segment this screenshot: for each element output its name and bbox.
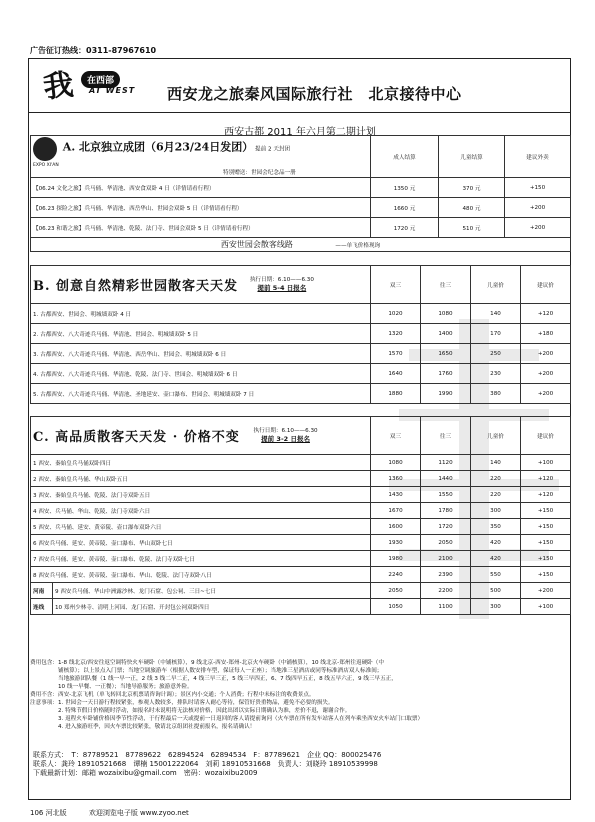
expo-logo-icon bbox=[33, 137, 57, 161]
brand-link[interactable]: 欢迎浏览电子版 www.zyoo.net bbox=[88, 809, 189, 817]
table-row bbox=[31, 198, 571, 218]
note-line: 当地旅游团队餐（1 线一早一正，2 线 3 线二早二正，4 线三早三正，5 线三早四正，6、7 线四早五正，8 线五早六正，9 线三早五正， bbox=[30, 676, 397, 682]
section-a-table bbox=[30, 135, 571, 252]
price-d: +120 bbox=[521, 304, 571, 324]
section-a-title: A. 北京独立成团（6月23/24日发团） bbox=[62, 140, 254, 154]
price-b: 1990 bbox=[421, 384, 471, 404]
note-line: 4. 进入旅游旺季，因火车票比较紧张，敬请北京组团社提前报名，报名请确认！ bbox=[30, 724, 256, 730]
section-c-table bbox=[30, 416, 571, 615]
table-row bbox=[31, 218, 571, 238]
price-b: 1080 bbox=[421, 304, 471, 324]
price-a: 1600 bbox=[371, 519, 421, 535]
contact-phones: 联系方式： T：87789521 87789622 62894524 62894534 F：87789621 企业 QQ：800025476 bbox=[33, 751, 382, 759]
route-name: 【06.23 和谐之旅】兵马俑、华清池、乾陵、法门寺、世园会双卧 5 日（详情请看行程） bbox=[31, 218, 371, 238]
section-c-heading bbox=[31, 417, 371, 455]
table-row bbox=[31, 384, 571, 404]
price-c: 420 bbox=[471, 551, 521, 567]
price-a: 1670 bbox=[371, 503, 421, 519]
contact-info bbox=[33, 751, 569, 778]
price-b: 2200 bbox=[421, 583, 471, 599]
price-c: 420 bbox=[471, 535, 521, 551]
col-suggest: 建议价 bbox=[521, 417, 571, 455]
price-c: 220 bbox=[471, 471, 521, 487]
logo-char: 我 bbox=[41, 67, 76, 106]
route-name: 6 西安兵马俑、延安、黄帝陵、壶口瀑布、华山双卧七日 bbox=[31, 535, 371, 551]
price-adult: 1350 元 bbox=[371, 178, 439, 198]
price-c: 250 bbox=[471, 344, 521, 364]
price-d: +120 bbox=[521, 487, 571, 503]
price-suggest: +200 bbox=[505, 218, 571, 238]
route-title: 西安世园会散客线路 bbox=[220, 240, 293, 249]
price-c: 380 bbox=[471, 384, 521, 404]
price-d: +150 bbox=[521, 535, 571, 551]
col-child: 儿童结算 bbox=[439, 136, 505, 178]
table-row bbox=[31, 487, 571, 503]
table-row bbox=[31, 519, 571, 535]
price-b: 1780 bbox=[421, 503, 471, 519]
price-c: 140 bbox=[471, 455, 521, 471]
price-d: +200 bbox=[521, 384, 571, 404]
col-round: 往三 bbox=[421, 417, 471, 455]
table-row bbox=[31, 567, 571, 583]
col-child: 儿童价 bbox=[471, 266, 521, 304]
route-name: 8 西安兵马俑、延安、黄帝陵、壶口瀑布、华山、乾陵、法门寺双卧八日 bbox=[31, 567, 371, 583]
price-c: 140 bbox=[471, 304, 521, 324]
route-name: 10 郑州少林寺、清明上河园、龙门石窟、开封包公祠双卧四日 bbox=[53, 599, 371, 615]
price-b: 2390 bbox=[421, 567, 471, 583]
route-note: ——单飞价格现询 bbox=[335, 243, 381, 249]
note-line: 费用包含：1-8 线北京/西安往返空调特快火车硬卧（中铺核算），9 线北京-西安-郑州-北京火车硬卧（中铺核算），10 线北京-郑州往返硬卧（中 bbox=[30, 660, 384, 666]
route-name: 5. 古都西安、八大奇迹兵马俑、华清池、圣地延安、壶口瀑布、世园会、明城墙双卧 7 日 bbox=[31, 384, 371, 404]
price-d: +200 bbox=[521, 344, 571, 364]
price-b: 1550 bbox=[421, 487, 471, 503]
note-line: 注意事项：1. 世园会一天日游行程较紧张，参观人数较多，排队时请客人耐心等待，保管好贵重物品，避免不必要的损失。 bbox=[30, 700, 334, 706]
price-a: 1880 bbox=[371, 384, 421, 404]
price-suggest: +200 bbox=[505, 198, 571, 218]
price-a: 1570 bbox=[371, 344, 421, 364]
table-row bbox=[31, 471, 571, 487]
section-c-advance: 提前 3-2 日报名 bbox=[261, 435, 310, 443]
table-row bbox=[31, 551, 571, 567]
price-a: 1360 bbox=[371, 471, 421, 487]
price-adult: 1720 元 bbox=[371, 218, 439, 238]
price-b: 1440 bbox=[421, 471, 471, 487]
price-b: 1100 bbox=[421, 599, 471, 615]
section-a-special: 特别赠送：世园会纪念品一册 bbox=[223, 170, 296, 176]
col-child: 儿童价 bbox=[471, 417, 521, 455]
price-child: 510 元 bbox=[439, 218, 505, 238]
logo-pill: 在西部 bbox=[81, 71, 120, 88]
ad-hotline: 广告征订热线：0311-87967610 bbox=[30, 46, 157, 55]
price-child: 480 元 bbox=[439, 198, 505, 218]
route-name: 2 西安、秦始皇兵马俑、华山双卧五日 bbox=[31, 471, 371, 487]
fee-notes bbox=[30, 659, 570, 731]
route-name: 【06.24 文化之旅】兵马俑、华清池、西安食双卧 4 日（详情请看行程） bbox=[31, 178, 371, 198]
section-b-title: B. 创意自然精彩世园散客天天发 bbox=[33, 279, 239, 294]
table-row bbox=[31, 599, 571, 615]
page-number: 106 河北版 bbox=[30, 809, 67, 817]
note-line: 3. 返程火车卧铺价格因季节性浮动，于行程最后一天或提前一日返回的客人请提前询问（火车票在所有发车站客人在列车乘坐西安火车站门口取票） bbox=[30, 716, 424, 722]
price-d: +200 bbox=[521, 583, 571, 599]
table-row bbox=[31, 344, 571, 364]
combo-label: 连线 bbox=[31, 599, 53, 615]
price-a: 1640 bbox=[371, 364, 421, 384]
note-line: 费用不含：西安-北京飞机（单飞转回北京机票请咨询计调）；景区内小交通；个人消费；行程中未标注的收费景点。 bbox=[30, 692, 315, 698]
price-c: 550 bbox=[471, 567, 521, 583]
section-b-heading bbox=[31, 266, 371, 304]
price-adult: 1660 元 bbox=[371, 198, 439, 218]
price-c: 220 bbox=[471, 487, 521, 503]
price-d: +150 bbox=[521, 519, 571, 535]
combo-label: 河南 bbox=[31, 583, 53, 599]
price-c: 350 bbox=[471, 519, 521, 535]
contact-people: 联系人：龚玲 18910521668 谭楠 15001222064 刘莉 18910531668 负责人：刘晓玲 18910539998 bbox=[33, 760, 378, 768]
logo-sub: AT WEST bbox=[89, 86, 136, 95]
price-a: 1930 bbox=[371, 535, 421, 551]
price-d: +150 bbox=[521, 567, 571, 583]
page-frame bbox=[28, 58, 571, 800]
price-a: 1020 bbox=[371, 304, 421, 324]
route-name: 5 西安、兵马俑、延安、黄帝陵、壶口瀑布双卧六日 bbox=[31, 519, 371, 535]
price-c: 230 bbox=[471, 364, 521, 384]
col-suggest: 建议外卖 bbox=[505, 136, 571, 178]
price-d: +120 bbox=[521, 471, 571, 487]
price-b: 1720 bbox=[421, 519, 471, 535]
price-c: 300 bbox=[471, 599, 521, 615]
price-a: 1050 bbox=[371, 599, 421, 615]
section-a-heading bbox=[31, 136, 371, 178]
col-suggest: 建议价 bbox=[521, 266, 571, 304]
section-b-advance: 提前 5-4 日报名 bbox=[257, 284, 307, 292]
price-a: 1080 bbox=[371, 455, 421, 471]
price-a: 2240 bbox=[371, 567, 421, 583]
col-round: 往三 bbox=[421, 266, 471, 304]
price-b: 1650 bbox=[421, 344, 471, 364]
route-name: 3 西安、秦始皇兵马俑、乾陵、法门寺双卧五日 bbox=[31, 487, 371, 503]
note-line: 铺核算）；以上景点入门票；当地空调旅游车（根据人数安排车型，保证每人一正座）；当地准三星酒店或同等标准酒店双人标准间； bbox=[30, 668, 383, 674]
price-a: 2050 bbox=[371, 583, 421, 599]
price-d: +180 bbox=[521, 324, 571, 344]
route-name: 1 西安、秦始皇兵马俑双卧四日 bbox=[31, 455, 371, 471]
table-row bbox=[31, 583, 571, 599]
table-row bbox=[31, 535, 571, 551]
route-name: 9 西安兵马俑、华山中洲露沙林、龙门石窟、包公祠、三日~七日 bbox=[53, 583, 371, 599]
price-a: 1320 bbox=[371, 324, 421, 344]
route-name: 【06.23 探险之旅】兵马俑、华清池、西岳华山、世园会双卧 5 日（详情请看行程） bbox=[31, 198, 371, 218]
price-c: 170 bbox=[471, 324, 521, 344]
price-b: 2050 bbox=[421, 535, 471, 551]
table-row bbox=[31, 304, 571, 324]
banner bbox=[29, 59, 570, 113]
table-row bbox=[31, 324, 571, 344]
price-d: +150 bbox=[521, 503, 571, 519]
price-a: 1980 bbox=[371, 551, 421, 567]
price-child: 370 元 bbox=[439, 178, 505, 198]
note-line: 10 线一早餐、一正餐）；当地导游服务；旅游意外险。 bbox=[30, 684, 193, 690]
price-c: 500 bbox=[471, 583, 521, 599]
section-c-title: C. 高品质散客天天发 · 价格不变 bbox=[33, 430, 240, 445]
col-double: 双三 bbox=[371, 417, 421, 455]
price-c: 300 bbox=[471, 503, 521, 519]
route-subtitle bbox=[31, 238, 571, 252]
route-name: 4. 古都西安、八大奇迹兵马俑、华清池、乾陵、法门寺、世园会、明城墙双卧 6 日 bbox=[31, 364, 371, 384]
col-double: 双三 bbox=[371, 266, 421, 304]
price-suggest: +150 bbox=[505, 178, 571, 198]
route-name: 4 西安、兵马俑、华山、乾陵、法门寺双卧六日 bbox=[31, 503, 371, 519]
section-c-period: 执行日期：6.10——6.30 bbox=[253, 428, 318, 434]
route-name: 2. 古都西安、八大奇迹兵马俑、华清池、世园会、明城墙双卧 5 日 bbox=[31, 324, 371, 344]
section-b-period: 执行日期：6.10——6.30 bbox=[249, 277, 314, 283]
table-row bbox=[31, 178, 571, 198]
company-name: 西安龙之旅秦风国际旅行社 北京接待中心 bbox=[167, 85, 462, 103]
price-b: 1120 bbox=[421, 455, 471, 471]
section-a-advance: 提前 2 天封团 bbox=[255, 146, 291, 153]
contact-download: 下载最新计划：邮箱 wozaixibu@gmail.com 密码：wozaixibu2009 bbox=[33, 769, 258, 777]
price-d: +200 bbox=[521, 364, 571, 384]
price-b: 1400 bbox=[421, 324, 471, 344]
price-b: 2100 bbox=[421, 551, 471, 567]
note-line: 2. 特殊节假日价格随时浮动，如报名时未说明将无法核对价格，因此出团以实际日期确认为准，差价不退，谢谢合作。 bbox=[30, 708, 351, 714]
expo-label: EXPO XI'AN bbox=[33, 163, 59, 168]
col-adult: 成人结算 bbox=[371, 136, 439, 178]
price-d: +100 bbox=[521, 599, 571, 615]
route-name: 3. 古都西安、八大奇迹兵马俑、华清池、西岳华山、世园会、明城墙双卧 6 日 bbox=[31, 344, 371, 364]
page-footer bbox=[30, 808, 209, 818]
price-a: 1430 bbox=[371, 487, 421, 503]
section-b-table bbox=[30, 265, 571, 404]
route-name: 7 西安兵马俑、延安、黄帝陵、壶口瀑布、乾陵、法门寺双卧七日 bbox=[31, 551, 371, 567]
price-b: 1760 bbox=[421, 364, 471, 384]
price-d: +100 bbox=[521, 455, 571, 471]
price-d: +150 bbox=[521, 551, 571, 567]
table-row bbox=[31, 503, 571, 519]
route-name: 1. 古都西安、世园会、明城墙双卧 4 日 bbox=[31, 304, 371, 324]
plan-title: 西安古都 2011 年六月第二期计划 bbox=[224, 127, 376, 138]
table-row bbox=[31, 455, 571, 471]
table-row bbox=[31, 364, 571, 384]
